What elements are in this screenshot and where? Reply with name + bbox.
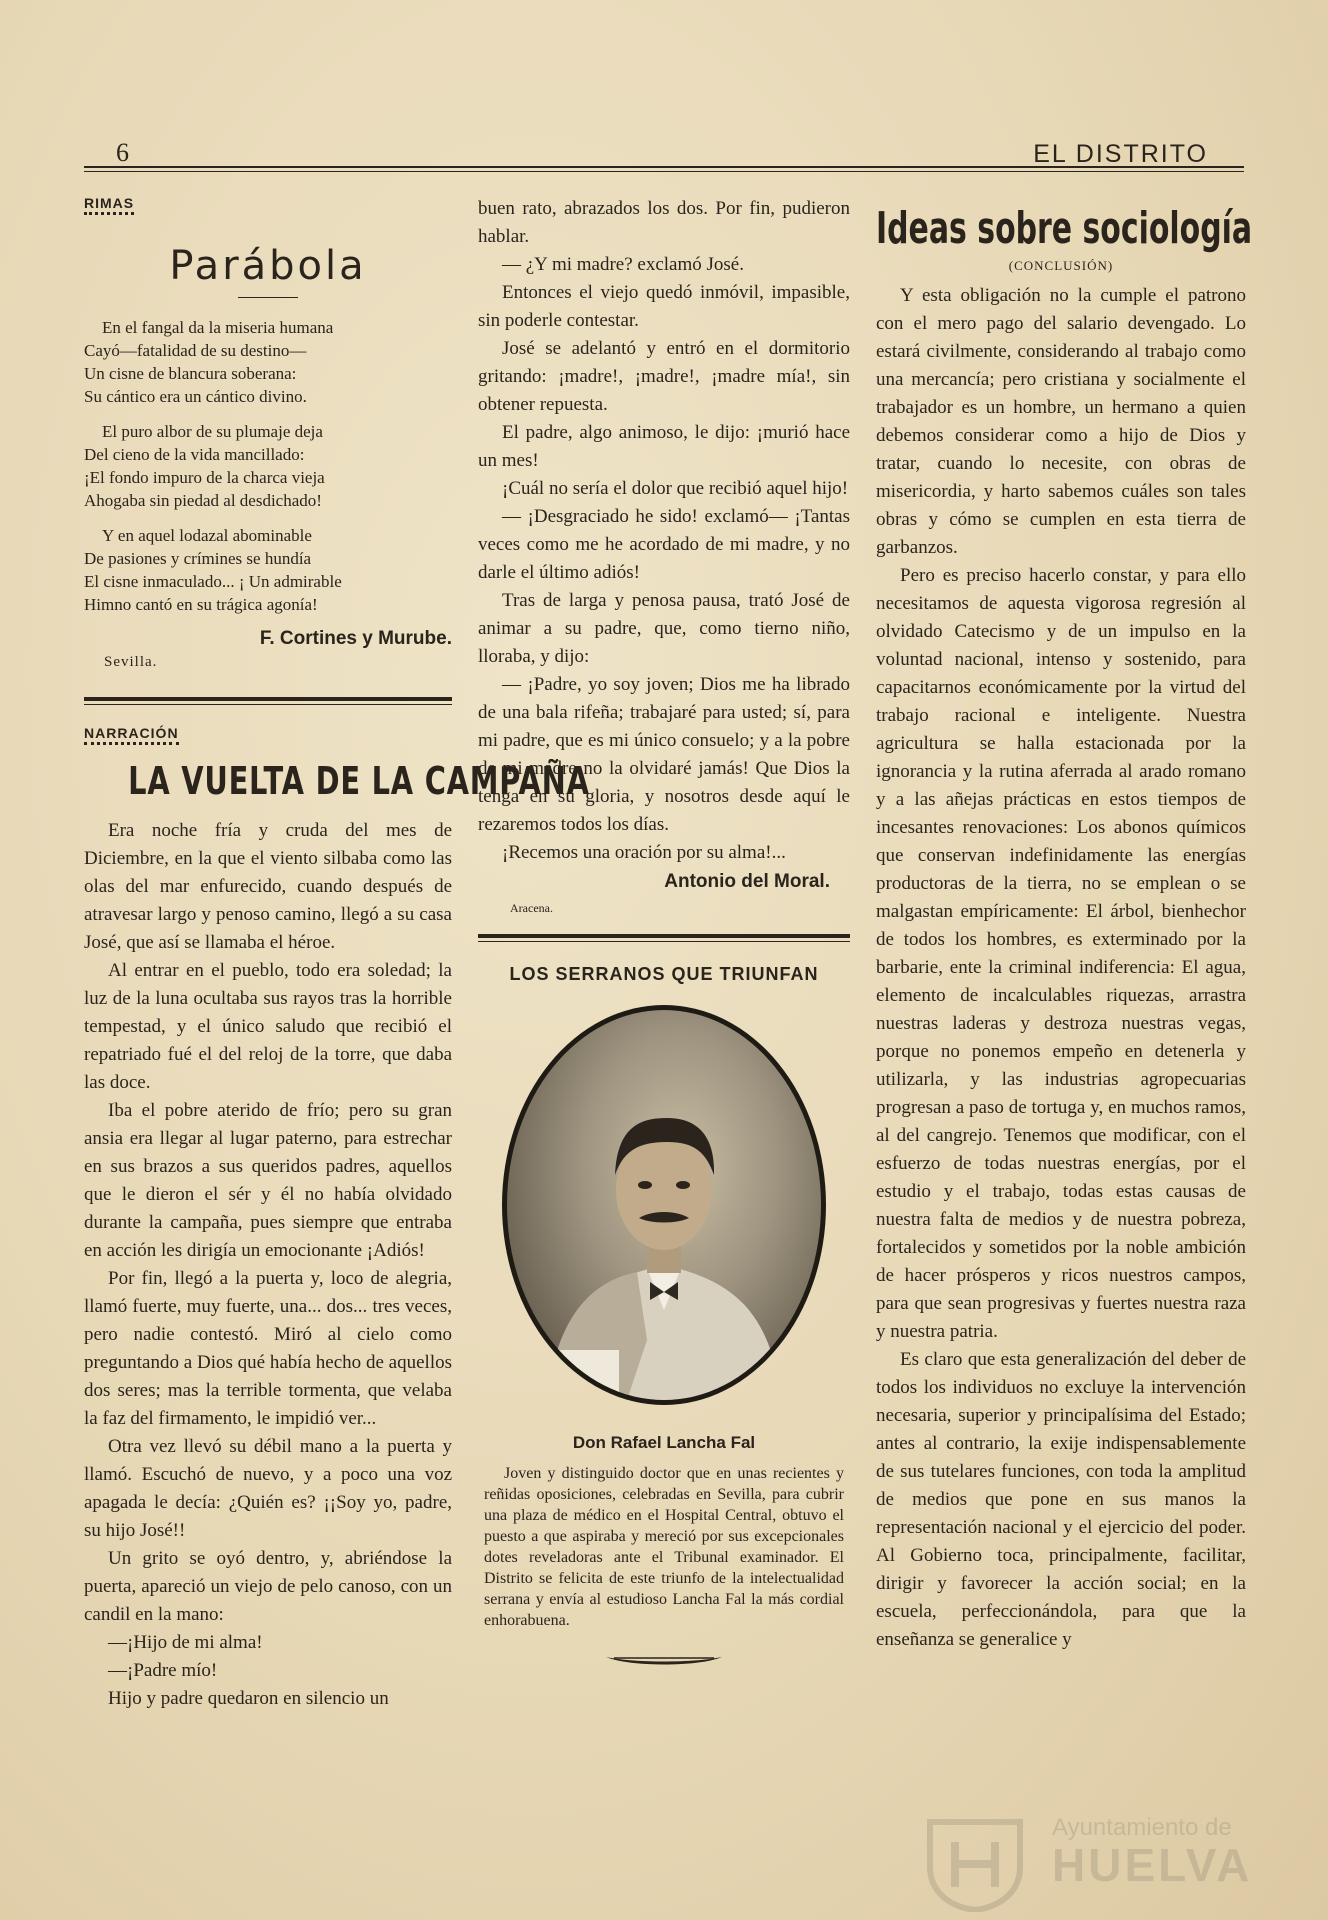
story-place: Aracena. — [510, 901, 553, 915]
coat-of-arms-icon — [920, 1812, 1030, 1912]
paragraph: — ¡Desgraciado he sido! exclamó— ¡Tantas veces como me he acordado de mi madre, y no darle el último adiós! — [478, 506, 850, 583]
paragraph: Un grito se oyó dentro, y, abriéndose la puerta, apareció un viejo de pelo canoso, con un candil en la mano: — [84, 1548, 452, 1625]
watermark-line1: Ayuntamiento de — [1052, 1814, 1232, 1841]
poem-author: F. Cortines y Murube. — [259, 628, 452, 649]
paragraph: buen rato, abrazados los dos. Por fin, pudieron hablar. — [478, 198, 850, 247]
verse-line: Himno cantó en su trágica agonía! — [84, 595, 318, 614]
journal-title: EL DISTRITO — [1033, 140, 1208, 168]
portrait-figure — [507, 1010, 821, 1400]
poem — [84, 316, 452, 616]
section-divider — [478, 934, 850, 938]
article-body — [876, 282, 1246, 1654]
verse-line: El cisne inmaculado... ¡ Un admirable — [84, 572, 342, 591]
verse-line: Cayó—fatalidad de su destino— — [84, 341, 307, 360]
paragraph: Joven y distinguido doctor que en unas recientes y reñidas oposiciones, celebradas en Sevilla, para cubrir una plaza de médico en el Hospital Central, obtuvo el puesto a que aspiraba y mereció por sus excepcionales dotes reveladoras ante el Tribunal examinador. El Distrito se felicita de este triunfo de la intelectualidad serrana y envía al estudioso Lancha Fal la más cordial enhorabuena. — [484, 1465, 844, 1629]
subhead-serranos: LOS SERRANOS QUE TRIUNFAN — [509, 964, 819, 984]
page-number: 6 — [116, 138, 129, 167]
chair — [559, 1350, 619, 1400]
paragraph: Por fin, llegó a la puerta y, loco de alegria, llamó fuerte, muy fuerte, una... dos... tres veces, pero nadie contestó. Miró al cielo como preguntando a Dios qué había hecho de aquellos dos seres; mas la terrible tormenta, que velaba la faz del firmamento, le impidió ver... — [84, 1268, 452, 1429]
article-subtitle: (CONCLUSIÓN) — [1008, 258, 1114, 273]
title-rule — [238, 297, 298, 298]
paragraph: Y esta obligación no la cumple el patrono con el mero pago del salario devengado. Lo estará civilmente, considerando al trabajo como una mercancía; pero cristiana y socialmente el trabajador es un hombre, un hermano a quien debemos considerar como a hijo de Dios y tratar, cuando lo necesite, con obras de misericordia, y harto sabemos cuáles son tales obras y cómo se cumplen en esta tierra de garbanzos. — [876, 285, 1246, 558]
paragraph: Hijo y padre quedaron en silencio un — [108, 1688, 389, 1709]
photo-caption: Don Rafael Lancha Fal — [572, 1433, 756, 1452]
narracion-label-wrap — [84, 725, 452, 745]
dialog-line: —¡Hijo de mi alma! — [108, 1632, 263, 1653]
verse-line: ¡El fondo impuro de la charca vieja — [84, 468, 325, 487]
story-title: LA VUELTA DE LA CAMPAÑA — [128, 759, 590, 803]
section-divider-thin — [84, 704, 452, 705]
section-label-rimas: RIMAS — [84, 195, 134, 215]
stanza — [84, 524, 452, 616]
column-middle — [478, 195, 850, 1674]
story-continuation — [478, 195, 850, 867]
paragraph: — ¡Padre, yo soy joven; Dios me ha librado de una bala rifeña; trabajaré para usted; sí, para mi padre, que es mi único consuelo; y a la pobre de mi madre no la olvidaré jamás! Que Dios la tenga en su gloria, y nosotros desde aquí le rezaremos todos los días. — [478, 674, 850, 835]
paragraph: El padre, algo animoso, le dijo: ¡murió hace un mes! — [478, 422, 850, 471]
section-divider — [84, 697, 452, 701]
paragraph: Pero es preciso hacerlo constar, y para ello necesitamos de aquesta vigorosa regresión al olvidado Catecismo y de un impulso en la voluntad nacional, intenso y sostenido, para capacitarnos económicamente por la virtud del trabajo racional e inteligente. Nuestra agricultura se halla estacionada por la ignorancia y la rutina aferrada al arado romano y a las añejas prácticas en estos tiempos de incesantes renovaciones: Los abonos químicos que conservan indefinidamente las energías productoras de la tierra, no se emplean o se malgastan empíricamente: El árbol, bienhechor de todos los hombres, es exterminado por la barbarie, ente la criminal indiferencia: El agua, elemento de incalculables riquezas, arrastra nuestras laderas y destroza nuestras vegas, porque no ponemos empeño en detenerla y utilizarla, y las industrias agropecuarias progresan a paso de tortuga y, en muchos ramos, al del cangrejo. Tenemos que modificar, con el esfuerzo de todas nuestras energías, por el estudio y el trabajo, todas estas causas de nuestra falta de medios y de nuestra pobreza, fortalecidos y sometidos por la noble ambición de hacer prósperos y ricos nuestros campos, para que sean progresivas y fuertes nuestra raza y nuestra patria. — [876, 565, 1246, 1342]
paragraph: Tras de larga y penosa pausa, trató José de animar a su padre, que, como tierno niño, lloraba, y dijo: — [478, 590, 850, 667]
verse-line: Y en aquel lodazal abominable — [102, 526, 312, 545]
dialog-line: —¡Padre mío! — [108, 1660, 218, 1681]
eye — [676, 1181, 690, 1189]
paragraph: Entonces el viejo quedó inmóvil, impasible, sin poderle contestar. — [478, 282, 850, 331]
paragraph: Iba el pobre aterido de frío; pero su gran ansia era llegar al lugar paterno, para estrechar en sus brazos a sus queridos padres, aquellos que le dieron el sér y él no había olvidado durante la campaña, pues siempre que entraba en acción les dirigía un emocionante ¡Adiós! — [84, 1100, 452, 1261]
paragraph: ¡Cuál no sería el dolor que recibió aquel hijo! — [502, 478, 849, 499]
verse-line: Del cieno de la vida mancillado: — [84, 445, 305, 464]
paragraph: ¡Recemos una oración por su alma!... — [502, 842, 786, 863]
section-label-narracion: NARRACIÓN — [84, 725, 179, 745]
verse-line: Su cántico era un cántico divino. — [84, 387, 307, 406]
verse-line: Ahogaba sin piedad al desdichado! — [84, 491, 322, 510]
paragraph: Era noche fría y cruda del mes de Diciembre, en la que el viento silbaba como las olas del mar enfurecido, cuando después de atravesar largo y penoso camino, llegó a su casa José, que así se llamaba el héroe. — [84, 820, 452, 953]
verse-line: De pasiones y crímines se hundía — [84, 549, 312, 568]
ornament-icon — [604, 1649, 724, 1669]
verse-line: En el fangal da la miseria humana — [102, 318, 334, 337]
section-divider-thin — [478, 941, 850, 942]
eye — [638, 1181, 652, 1189]
stanza — [84, 316, 452, 408]
poem-title: Parábola — [169, 243, 367, 289]
paragraph: Otra vez llevó su débil mano a la puerta y llamó. Escuchó de nuevo, y a poco una voz apagada le decía: ¿Quién es? ¡¡Soy yo, padre, su hijo José!! — [84, 1436, 452, 1541]
article-title: Ideas sobre sociología — [876, 203, 1253, 254]
photo-note — [484, 1463, 844, 1631]
verse-line: El puro albor de su plumaje deja — [102, 422, 323, 441]
paragraph: Al entrar en el pueblo, todo era soledad; la luz de la luna ocultaba sus rayos tras la horrible tempestad, y el único saludo que recibió el repatriado fué el del reloj de la torre, que daba las doce. — [84, 960, 452, 1093]
portrait-photo — [502, 1005, 826, 1405]
column-right — [876, 195, 1253, 1654]
story-author: Antonio del Moral. — [664, 871, 830, 892]
header-rule — [84, 166, 1244, 168]
verse-line: Un cisne de blancura soberana: — [84, 364, 297, 383]
header-rule-thin — [84, 171, 1244, 172]
stanza — [84, 420, 452, 512]
archive-watermark — [920, 1812, 1260, 1912]
paragraph: José se adelantó y entró en el dormitorio gritando: ¡madre!, ¡madre!, ¡madre mía!, sin obtener repuesta. — [478, 338, 850, 415]
poem-place: Sevilla. — [104, 654, 158, 670]
ornament-divider — [478, 1649, 850, 1674]
paragraph: Es claro que esta generalización del deber de todos los individuos no excluye la intervención necesaria, superior y principalísima del Estado; antes al contrario, la exije indispensablemente de sus tutelares funciones, con toda la amplitud de medios que pone en sus manos la representación nacional y el ejercicio del poder. Al Gobierno toca, principalmente, facilitar, dirigir y favorecer la acción social; en la escuela, perfeccionándola, para que la enseñanza se generalice y — [876, 1349, 1246, 1650]
story-body — [84, 817, 452, 1713]
watermark-line2: HUELVA — [1052, 1839, 1253, 1891]
paragraph: — ¿Y mi madre? exclamó José. — [502, 254, 744, 275]
